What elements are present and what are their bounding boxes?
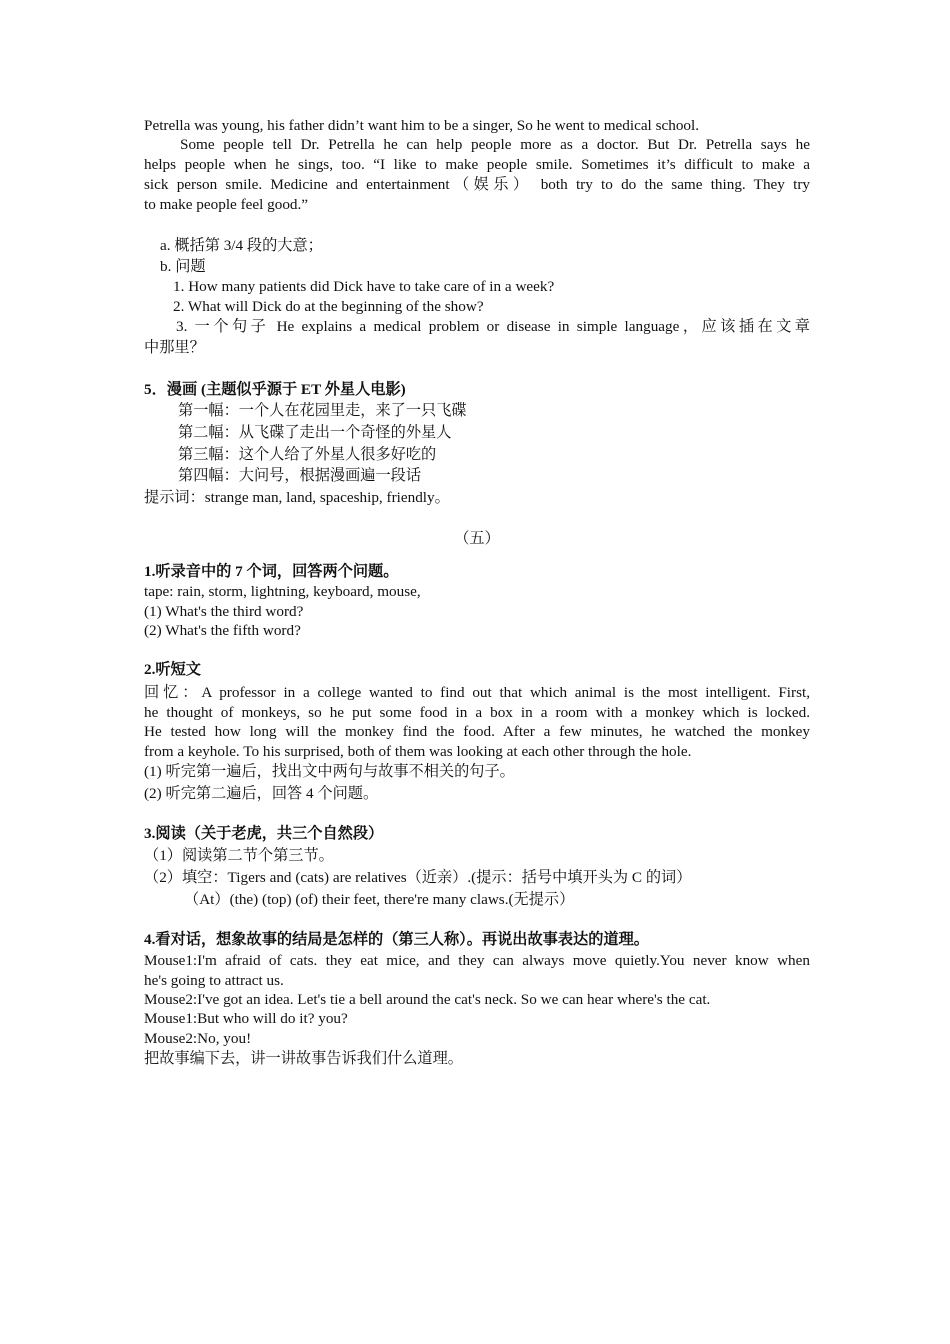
dialogue-line: Mouse2:No, you! [144, 1030, 252, 1047]
question-3-continued: 中那里？ [144, 339, 205, 356]
item-question: (2) What's the fifth word? [144, 622, 301, 639]
comic-panel-2: 第二幅：从飞碟了走出一个奇怪的外星人 [178, 424, 452, 441]
item-task: （2）填空：Tigers and (cats) are relatives（近亲）.(提示：括号中填开头为 C 的词） [144, 869, 692, 886]
passage-line: 回忆：A professor in a college wanted to find out that which animal is the most intelligent. First, [144, 684, 810, 701]
dialogue-line: Mouse2:I've got an idea. Let's tie a bell around the cat's neck. So we can hear where's the cat. [144, 991, 711, 1008]
hint-words: 提示词：strange man, land, spaceship, friendly。 [144, 489, 450, 506]
paragraph-line: to make people feel good.” [144, 196, 309, 213]
passage-line: he thought of monkeys, so he put some food in a box in a room with a monkey which is locked. [144, 704, 810, 721]
question-1: 1. How many patients did Dick have to take care of in a week? [173, 278, 555, 295]
comic-panel-4: 第四幅：大问号，根据漫画遍一段话 [178, 467, 421, 484]
paragraph-line: Some people tell Dr. Petrella he can help people more as a doctor. But Dr. Petrella says he [180, 136, 810, 153]
part-title: （五） [454, 530, 500, 547]
task-a: a. 概括第 3/4 段的大意； [160, 237, 323, 254]
tape-words: tape: rain, storm, lightning, keyboard, mouse, [144, 583, 421, 600]
item-task: (1) 听完第一遍后，找出文中两句与故事不相关的句子。 [144, 763, 515, 780]
passage-line: He tested how long will the monkey find the food. After a few minutes, he watched the monkey [144, 723, 810, 740]
task-b: b. 问题 [160, 258, 206, 275]
dialogue-line: Mouse1:I'm afraid of cats. they eat mice, and they can always move quietly.You never know when [144, 952, 810, 969]
paragraph-line: sick person smile. Medicine and entertainment（娱乐） both try to do the same thing. They try [144, 176, 810, 193]
item-heading: 3.阅读（关于老虎，共三个自然段） [144, 825, 384, 842]
comic-panel-3: 第三幅：这个人给了外星人很多好吃的 [178, 446, 437, 463]
dialogue-line: he's going to attract us. [144, 972, 284, 989]
section-heading: 5．漫画 (主题似乎源于 ET 外星人电影) [144, 381, 406, 398]
comic-panel-1: 第一幅：一个人在花园里走，来了一只飞碟 [178, 402, 467, 419]
question-3: 3. 一个句子 He explains a medical problem or disease in simple language，应该插在文章 [176, 318, 810, 335]
item-task: （1）阅读第二节个第三节。 [144, 847, 334, 864]
passage-line: from a keyhole. To his surprised, both of them was looking at each other through the hole. [144, 743, 692, 760]
dialogue-line: Mouse1:But who will do it? you? [144, 1010, 348, 1027]
paragraph-line: Petrella was young, his father didn’t want him to be a singer, So he went to medical school. [144, 117, 700, 134]
item-heading: 1.听录音中的 7 个词，回答两个问题。 [144, 563, 399, 580]
item-task: (2) 听完第二遍后，回答 4 个问题。 [144, 785, 379, 802]
item-question: (1) What's the third word? [144, 603, 304, 620]
paragraph-line: helps people when he sings, too. “I like to make people smile. Sometimes it’s difficult to make a [144, 156, 810, 173]
item-heading: 2.听短文 [144, 661, 201, 678]
item-task: （At）(the) (top) (of) their feet, there're many claws.(无提示） [184, 891, 575, 908]
item-task: 把故事编下去，讲一讲故事告诉我们什么道理。 [144, 1050, 463, 1067]
item-heading: 4.看对话，想象故事的结局是怎样的（第三人称）。再说出故事表达的道理。 [144, 931, 649, 948]
question-2: 2. What will Dick do at the beginning of the show? [173, 298, 484, 315]
